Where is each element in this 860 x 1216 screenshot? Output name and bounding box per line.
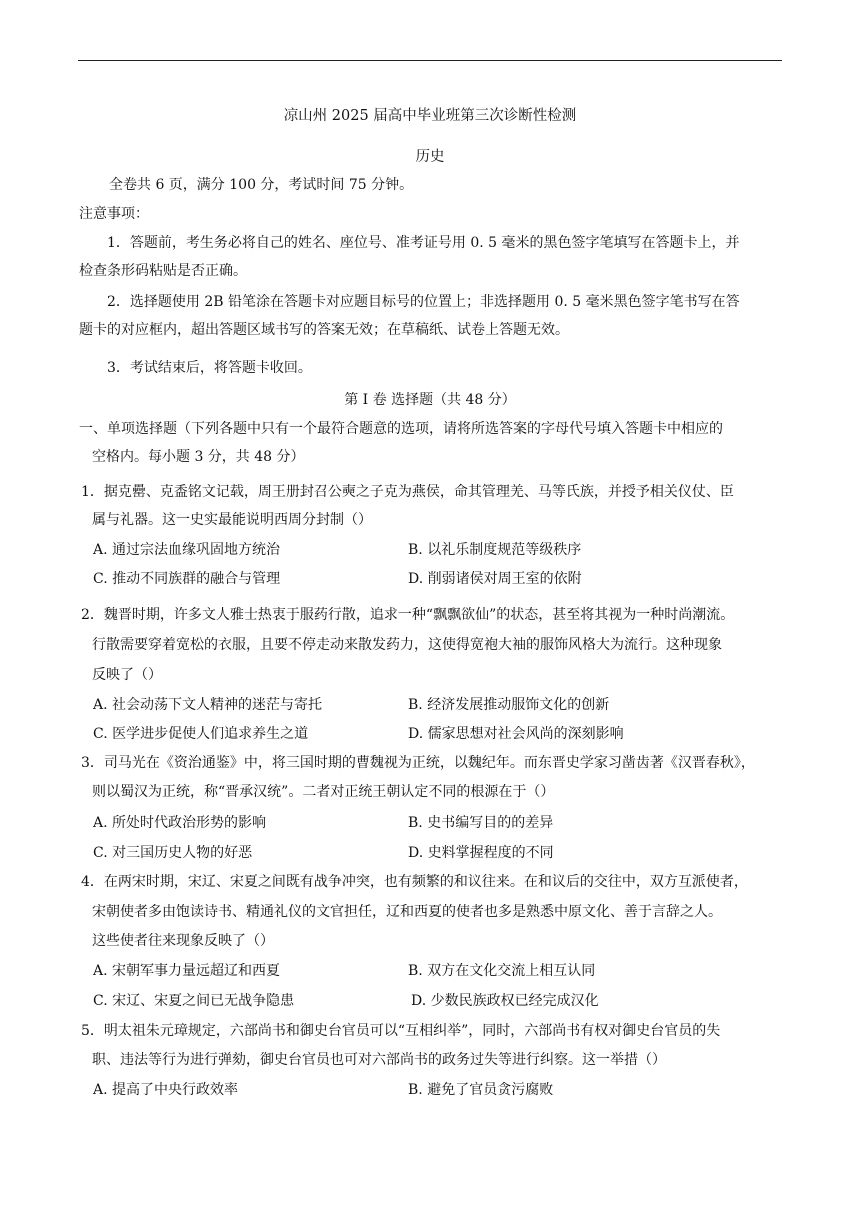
exam-info: 全卷共 6 页，满分 100 分，考试时间 75 分钟。 bbox=[109, 177, 414, 193]
exam-title: 凉山州 2025 届高中毕业班第三次诊断性检测 bbox=[283, 108, 577, 124]
question-4-option-c: C. 宋辽、宋夏之间已无战争隐患 bbox=[93, 993, 295, 1009]
question-5-option-b: B. 避免了官员贪污腐败 bbox=[408, 1082, 554, 1098]
part1-title: 第 I 卷 选择题（共 48 分） bbox=[344, 392, 516, 408]
part1-instruction-line-1: 一、单项选择题（下列各题中只有一个最符合题意的选项，请将所选答案的字母代号填入答题卡中相应的 bbox=[79, 421, 723, 437]
question-4-line-1: 4．在两宋时期，宋辽、宋夏之间既有战争冲突，也有频繁的和议往来。在和议后的交往中，双方互派使者， bbox=[81, 874, 748, 890]
question-2-option-b: B. 经济发展推动服饰文化的创新 bbox=[408, 697, 610, 713]
question-2-line-3: 反映了（） bbox=[92, 667, 162, 683]
question-2-option-a: A. 社会动荡下文人精神的迷茫与寄托 bbox=[93, 697, 323, 713]
part1-instruction-line-2: 空格内。每小题 3 分，共 48 分） bbox=[92, 449, 305, 465]
question-2-option-c: C. 医学进步促使人们追求养生之道 bbox=[93, 726, 309, 742]
question-3-line-2: 则以蜀汉为正统，称“晋承汉统”。二者对正统王朝认定不同的根源在于（） bbox=[92, 784, 555, 800]
note-2-line-2: 题卡的对应框内，超出答题区域书写的答案无效；在草稿纸、试卷上答题无效。 bbox=[79, 322, 569, 338]
question-3-option-a: A. 所处时代政治形势的影响 bbox=[93, 815, 267, 831]
question-3-line-1: 3．司马光在《资治通鉴》中，将三国时期的曹魏视为正统，以魏纪年。而东晋史学家习凿齿著《汉晋春秋》， bbox=[81, 755, 755, 771]
note-1-line-1: 1．答题前，考生务必将自己的姓名、座位号、准考证号用 0. 5 毫米的黑色签字笔填写在答题卡上，并 bbox=[107, 235, 740, 251]
question-4-option-b: B. 双方在文化交流上相互认同 bbox=[408, 963, 596, 979]
question-5-line-2: 职、违法等行为进行弹劾，御史台官员也可对六部尚书的政务过失等进行纠察。这一举措（） bbox=[92, 1052, 666, 1068]
question-4-option-a: A. 宋朝军事力量远超辽和西夏 bbox=[93, 963, 281, 979]
question-5-option-a: A. 提高了中央行政效率 bbox=[93, 1082, 239, 1098]
note-3: 3．考试结束后，将答题卡收回。 bbox=[107, 360, 312, 376]
question-3-option-b: B. 史书编写目的的差异 bbox=[408, 815, 554, 831]
question-3-option-c: C. 对三国历史人物的好恶 bbox=[93, 845, 253, 861]
question-1-line-1: 1．据克罍、克盉铭文记载，周王册封召公奭之子克为燕侯，命其管理羌、马等氏族，并授予相关仪仗、臣 bbox=[81, 484, 734, 500]
question-4-line-3: 这些使者往来现象反映了（） bbox=[92, 933, 274, 949]
question-1-option-b: B. 以礼乐制度规范等级秩序 bbox=[408, 542, 582, 558]
question-2-line-1: 2．魏晋时期，许多文人雅士热衷于服药行散，追求一种“飘飘欲仙”的状态，甚至将其视为一种时尚潮流。 bbox=[81, 607, 735, 623]
question-1-option-d: D. 削弱诸侯对周王室的依附 bbox=[408, 571, 582, 587]
question-3-option-d: D. 史料掌握程度的不同 bbox=[408, 845, 554, 861]
question-2-option-d: D. 儒家思想对社会风尚的深刻影响 bbox=[408, 726, 624, 742]
question-2-line-2: 行散需要穿着宽松的衣服，且要不停走动来散发药力，这使得宽袍大袖的服饰风格大为流行。这种现象 bbox=[92, 637, 722, 653]
subject-title: 历史 bbox=[415, 149, 445, 165]
question-4-option-d: D. 少数民族政权已经完成汉化 bbox=[411, 993, 599, 1009]
question-4-line-2: 宋朝使者多由饱读诗书、精通礼仪的文官担任，辽和西夏的使者也多是熟悉中原文化、善于言辞之人。 bbox=[92, 904, 722, 920]
question-1-option-c: C. 推动不同族群的融合与管理 bbox=[93, 571, 281, 587]
question-1-option-a: A. 通过宗法血缘巩固地方统治 bbox=[93, 542, 281, 558]
note-1-line-2: 检查条形码粘贴是否正确。 bbox=[79, 263, 247, 279]
question-1-line-2: 属与礼器。这一史实最能说明西周分封制（） bbox=[92, 512, 372, 528]
top-rule bbox=[78, 60, 782, 61]
question-5-line-1: 5．明太祖朱元璋规定，六部尚书和御史台官员可以“互相纠举”，同时，六部尚书有权对御史台官员的失 bbox=[81, 1023, 721, 1039]
note-2-line-1: 2．选择题使用 2B 铅笔涂在答题卡对应题目标号的位置上；非选择题用 0. 5 毫米黑色签字笔书写在答 bbox=[107, 294, 740, 310]
notes-heading: 注意事项： bbox=[79, 206, 149, 222]
